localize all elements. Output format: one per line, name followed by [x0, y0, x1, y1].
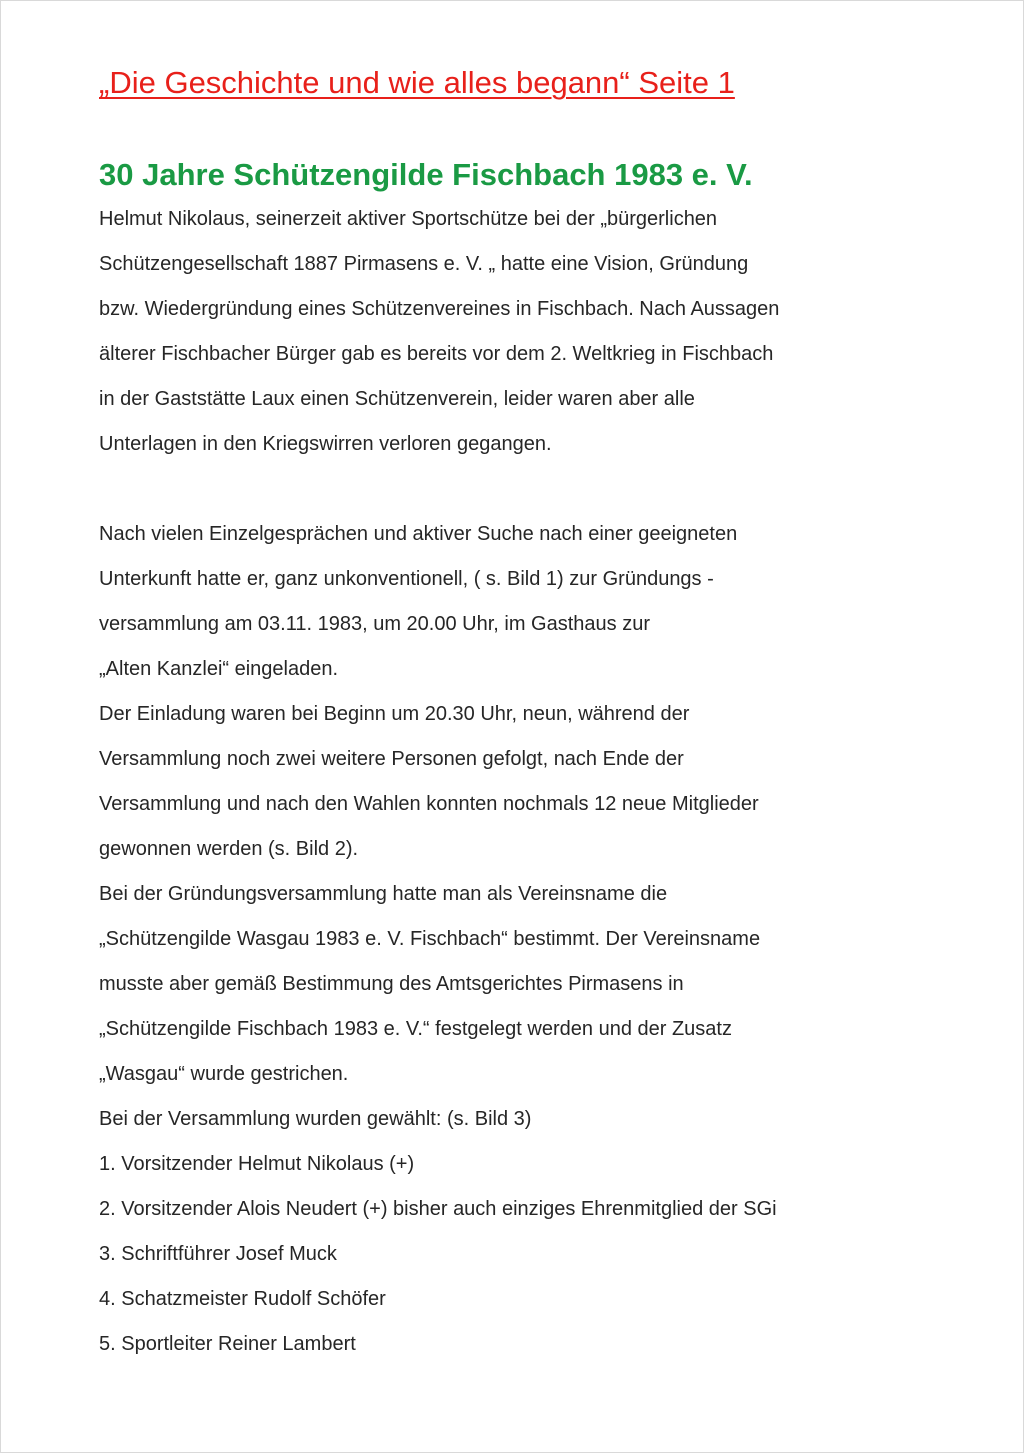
document-heading: 30 Jahre Schützengilde Fischbach 1983 e. V.	[99, 157, 753, 192]
text-line: musste aber gemäß Bestimmung des Amtsgerichtes Pirmasens in	[99, 973, 684, 995]
text-line: Unterkunft hatte er, ganz unkonventionell, ( s. Bild 1) zur Gründungs -	[99, 568, 714, 590]
paragraph-2	[99, 512, 899, 1367]
text-line: älterer Fischbacher Bürger gab es bereits vor dem 2. Weltkrieg in Fischbach	[99, 343, 774, 365]
text-line: Bei der Versammlung wurden gewählt: (s. Bild 3)	[99, 1108, 532, 1130]
text-line: versammlung am 03.11. 1983, um 20.00 Uhr, im Gasthaus zur	[99, 613, 651, 635]
text-line: Versammlung und nach den Wahlen konnten nochmals 12 neue Mitglieder	[99, 793, 759, 815]
paragraph-1	[99, 197, 899, 467]
list-item: 1. Vorsitzender Helmut Nikolaus (+)	[99, 1153, 415, 1175]
text-line: in der Gaststätte Laux einen Schützenverein, leider waren aber alle	[99, 388, 695, 410]
text-line: Schützengesellschaft 1887 Pirmasens e. V. „ hatte eine Vision, Gründung	[99, 253, 749, 275]
text-line: Versammlung noch zwei weitere Personen gefolgt, nach Ende der	[99, 748, 684, 770]
text-line: bzw. Wiedergründung eines Schützenvereines in Fischbach. Nach Aussagen	[99, 298, 780, 320]
text-line: „Schützengilde Fischbach 1983 e. V.“ festgelegt werden und der Zusatz	[99, 1018, 732, 1040]
list-item: 2. Vorsitzender Alois Neudert (+) bisher auch einziges Ehrenmitglied der SGi	[99, 1198, 777, 1220]
text-line: „Wasgau“ wurde gestrichen.	[99, 1063, 349, 1085]
paragraph-spacer	[99, 467, 899, 512]
text-line: Nach vielen Einzelgesprächen und aktiver Suche nach einer geeigneten	[99, 523, 738, 545]
text-line: „Schützengilde Wasgau 1983 e. V. Fischbach“ bestimmt. Der Vereinsname	[99, 928, 761, 950]
text-line: „Alten Kanzlei“ eingeladen.	[99, 658, 339, 680]
text-line: gewonnen werden (s. Bild 2).	[99, 838, 359, 860]
text-line: Bei der Gründungsversammlung hatte man als Vereinsname die	[99, 883, 668, 905]
list-item: 3. Schriftführer Josef Muck	[99, 1243, 337, 1265]
list-item: 5. Sportleiter Reiner Lambert	[99, 1333, 356, 1355]
document-content	[99, 63, 899, 1367]
document-title: „Die Geschichte und wie alles begann“ Seite 1	[99, 65, 735, 100]
list-item: 4. Schatzmeister Rudolf Schöfer	[99, 1288, 386, 1310]
text-line: Unterlagen in den Kriegswirren verloren gegangen.	[99, 433, 552, 455]
text-line: Helmut Nikolaus, seinerzeit aktiver Sportschütze bei der „bürgerlichen	[99, 208, 718, 230]
text-line: Der Einladung waren bei Beginn um 20.30 Uhr, neun, während der	[99, 703, 690, 725]
